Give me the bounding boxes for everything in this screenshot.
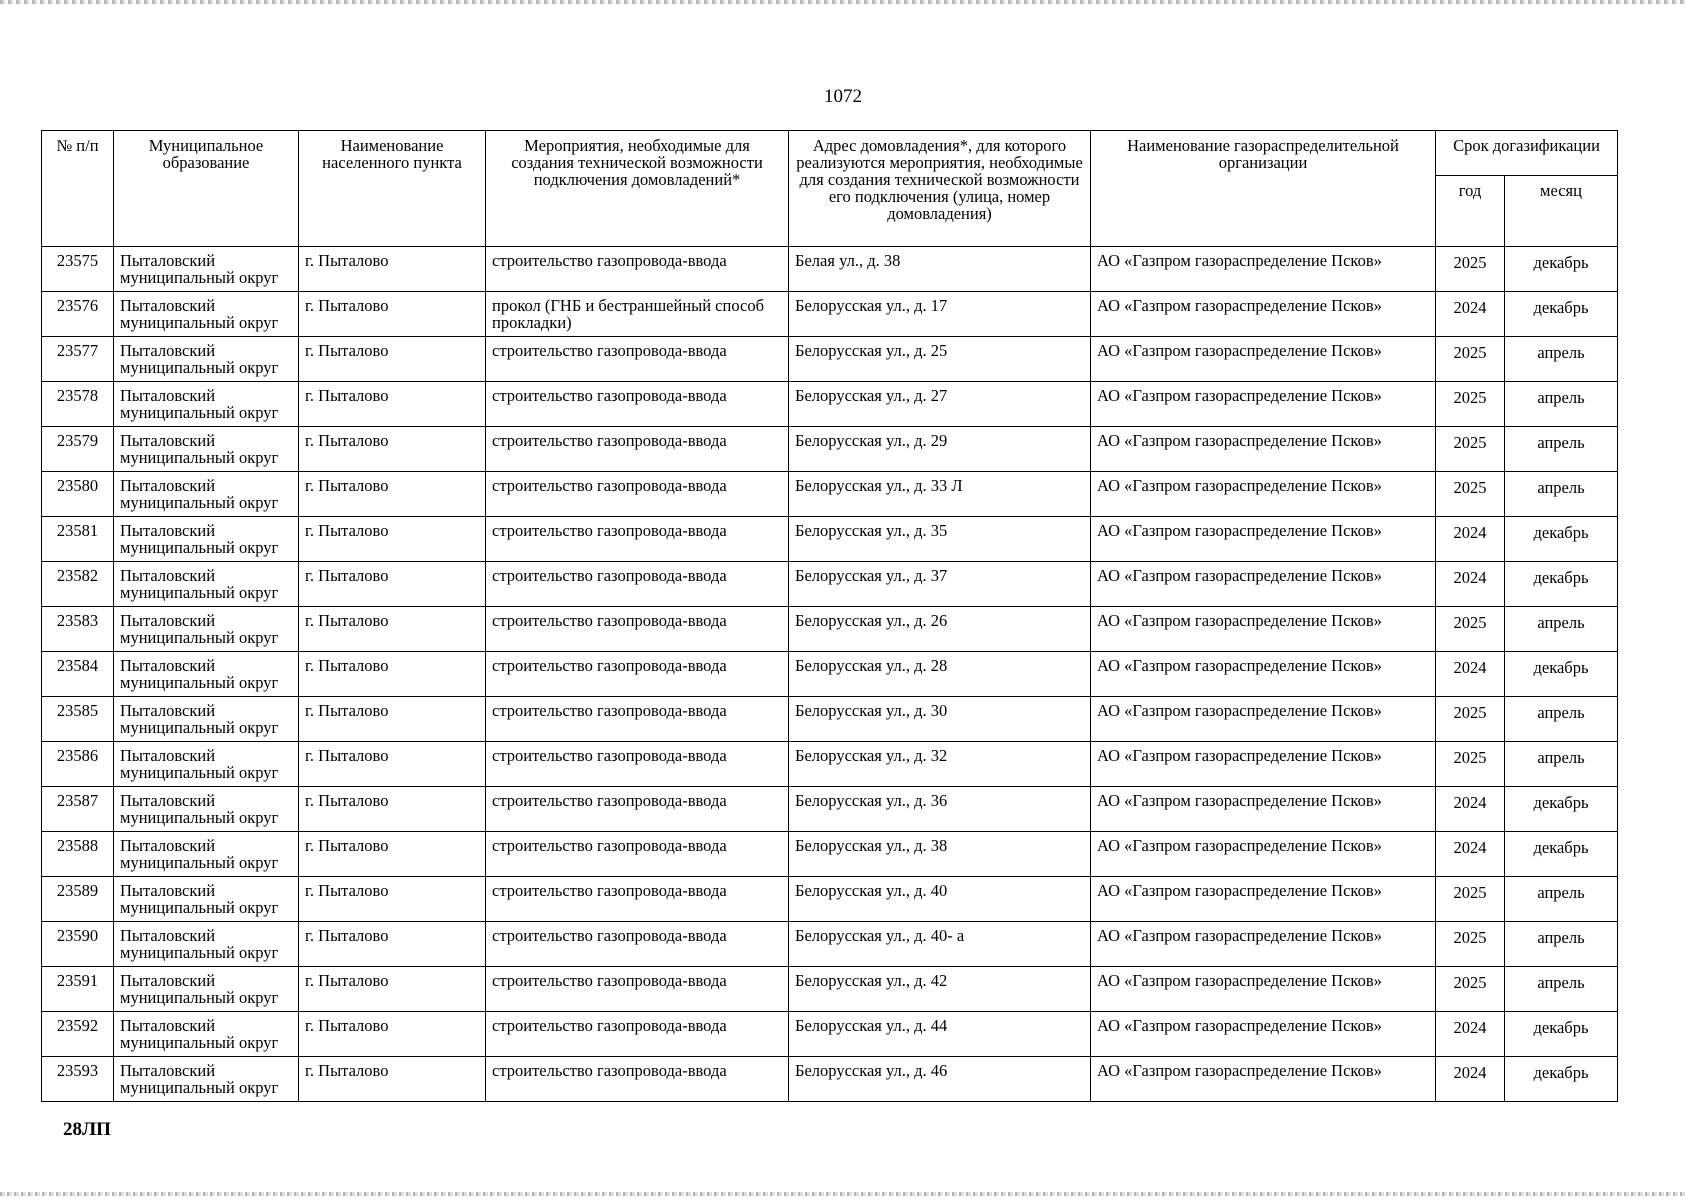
cell-num: 23585 [42, 697, 114, 742]
cell-address: Белорусская ул., д. 33 Л [789, 472, 1091, 517]
cell-settlement: г. Пыталово [299, 697, 486, 742]
cell-municipality: Пыталовский муниципальный округ [114, 697, 299, 742]
cell-address: Белорусская ул., д. 30 [789, 697, 1091, 742]
cell-month: апрель [1505, 877, 1618, 922]
cell-municipality: Пыталовский муниципальный округ [114, 742, 299, 787]
cell-organization: АО «Газпром газораспределение Псков» [1091, 922, 1436, 967]
table-row [42, 517, 1618, 562]
cell-organization: АО «Газпром газораспределение Псков» [1091, 787, 1436, 832]
cell-settlement: г. Пыталово [299, 877, 486, 922]
cell-municipality: Пыталовский муниципальный округ [114, 607, 299, 652]
cell-num: 23578 [42, 382, 114, 427]
cell-year: 2024 [1436, 1012, 1505, 1057]
cell-organization: АО «Газпром газораспределение Псков» [1091, 517, 1436, 562]
cell-month: декабрь [1505, 562, 1618, 607]
cell-num: 23588 [42, 832, 114, 877]
cell-organization: АО «Газпром газораспределение Псков» [1091, 292, 1436, 337]
table-row [42, 877, 1618, 922]
cell-year: 2025 [1436, 337, 1505, 382]
cell-num: 23582 [42, 562, 114, 607]
cell-year: 2024 [1436, 562, 1505, 607]
cell-num: 23580 [42, 472, 114, 517]
cell-month: декабрь [1505, 292, 1618, 337]
cell-municipality: Пыталовский муниципальный округ [114, 382, 299, 427]
cell-year: 2024 [1436, 787, 1505, 832]
cell-year: 2025 [1436, 922, 1505, 967]
cell-settlement: г. Пыталово [299, 1057, 486, 1102]
cell-settlement: г. Пыталово [299, 382, 486, 427]
cell-measures: строительство газопровода-ввода [486, 877, 789, 922]
cell-municipality: Пыталовский муниципальный округ [114, 922, 299, 967]
cell-month: апрель [1505, 382, 1618, 427]
cell-address: Белорусская ул., д. 35 [789, 517, 1091, 562]
cell-num: 23587 [42, 787, 114, 832]
cell-settlement: г. Пыталово [299, 652, 486, 697]
cell-year: 2024 [1436, 1057, 1505, 1102]
cell-organization: АО «Газпром газораспределение Псков» [1091, 1012, 1436, 1057]
cell-organization: АО «Газпром газораспределение Псков» [1091, 472, 1436, 517]
cell-year: 2025 [1436, 247, 1505, 292]
cell-settlement: г. Пыталово [299, 472, 486, 517]
table-row [42, 427, 1618, 472]
cell-year: 2025 [1436, 427, 1505, 472]
cell-address: Белорусская ул., д. 27 [789, 382, 1091, 427]
cell-address: Белорусская ул., д. 46 [789, 1057, 1091, 1102]
cell-year: 2024 [1436, 652, 1505, 697]
table-row [42, 607, 1618, 652]
cell-year: 2025 [1436, 697, 1505, 742]
cell-address: Белорусская ул., д. 28 [789, 652, 1091, 697]
cell-organization: АО «Газпром газораспределение Псков» [1091, 562, 1436, 607]
cell-measures: строительство газопровода-ввода [486, 787, 789, 832]
cell-address: Белорусская ул., д. 32 [789, 742, 1091, 787]
cell-municipality: Пыталовский муниципальный округ [114, 652, 299, 697]
cell-month: апрель [1505, 697, 1618, 742]
page-number: 1072 [824, 86, 862, 107]
cell-organization: АО «Газпром газораспределение Псков» [1091, 427, 1436, 472]
cell-month: декабрь [1505, 652, 1618, 697]
cell-num: 23589 [42, 877, 114, 922]
cell-num: 23590 [42, 922, 114, 967]
cell-measures: строительство газопровода-ввода [486, 517, 789, 562]
cell-address: Белорусская ул., д. 29 [789, 427, 1091, 472]
table-row [42, 562, 1618, 607]
cell-address: Белорусская ул., д. 38 [789, 832, 1091, 877]
cell-measures: строительство газопровода-ввода [486, 562, 789, 607]
cell-month: апрель [1505, 472, 1618, 517]
cell-organization: АО «Газпром газораспределение Псков» [1091, 967, 1436, 1012]
cell-year: 2024 [1436, 292, 1505, 337]
cell-measures: строительство газопровода-ввода [486, 607, 789, 652]
scan-edge-top [0, 0, 1686, 4]
cell-organization: АО «Газпром газораспределение Псков» [1091, 337, 1436, 382]
cell-municipality: Пыталовский муниципальный округ [114, 427, 299, 472]
cell-address: Белорусская ул., д. 42 [789, 967, 1091, 1012]
cell-organization: АО «Газпром газораспределение Псков» [1091, 1057, 1436, 1102]
cell-measures: строительство газопровода-ввода [486, 1012, 789, 1057]
cell-num: 23576 [42, 292, 114, 337]
cell-address: Белорусская ул., д. 37 [789, 562, 1091, 607]
header-year: год [1436, 176, 1505, 247]
table-row [42, 337, 1618, 382]
cell-settlement: г. Пыталово [299, 1012, 486, 1057]
cell-num: 23577 [42, 337, 114, 382]
cell-municipality: Пыталовский муниципальный округ [114, 337, 299, 382]
table-row [42, 697, 1618, 742]
cell-year: 2025 [1436, 877, 1505, 922]
header-address: Адрес домовладения*, для которого реализуются мероприятия, необходимые для создания технической возможности его подключения (улица, номер домовладения) [789, 131, 1091, 247]
table-header [42, 131, 1618, 247]
header-settlement: Наименование населенного пункта [299, 131, 486, 247]
cell-organization: АО «Газпром газораспределение Псков» [1091, 247, 1436, 292]
cell-settlement: г. Пыталово [299, 607, 486, 652]
cell-month: декабрь [1505, 787, 1618, 832]
cell-num: 23591 [42, 967, 114, 1012]
cell-organization: АО «Газпром газораспределение Псков» [1091, 832, 1436, 877]
cell-month: декабрь [1505, 832, 1618, 877]
cell-num: 23575 [42, 247, 114, 292]
cell-municipality: Пыталовский муниципальный округ [114, 967, 299, 1012]
cell-municipality: Пыталовский муниципальный округ [114, 517, 299, 562]
cell-organization: АО «Газпром газораспределение Псков» [1091, 877, 1436, 922]
cell-address: Белорусская ул., д. 44 [789, 1012, 1091, 1057]
cell-address: Белорусская ул., д. 26 [789, 607, 1091, 652]
table-row [42, 292, 1618, 337]
table-row [42, 1057, 1618, 1102]
cell-month: апрель [1505, 337, 1618, 382]
cell-measures: строительство газопровода-ввода [486, 652, 789, 697]
cell-year: 2024 [1436, 832, 1505, 877]
cell-settlement: г. Пыталово [299, 292, 486, 337]
cell-month: апрель [1505, 607, 1618, 652]
cell-municipality: Пыталовский муниципальный округ [114, 832, 299, 877]
cell-month: апрель [1505, 967, 1618, 1012]
cell-municipality: Пыталовский муниципальный округ [114, 292, 299, 337]
cell-organization: АО «Газпром газораспределение Псков» [1091, 742, 1436, 787]
cell-address: Белорусская ул., д. 17 [789, 292, 1091, 337]
cell-month: декабрь [1505, 247, 1618, 292]
header-deadline: Срок догазификации [1436, 131, 1618, 176]
cell-year: 2025 [1436, 472, 1505, 517]
cell-organization: АО «Газпром газораспределение Псков» [1091, 652, 1436, 697]
table-row [42, 247, 1618, 292]
gasification-table [41, 130, 1618, 1102]
cell-num: 23579 [42, 427, 114, 472]
cell-settlement: г. Пыталово [299, 787, 486, 832]
table-row [42, 742, 1618, 787]
table-row [42, 1012, 1618, 1057]
cell-municipality: Пыталовский муниципальный округ [114, 877, 299, 922]
cell-measures: строительство газопровода-ввода [486, 337, 789, 382]
cell-month: декабрь [1505, 1057, 1618, 1102]
header-organization: Наименование газораспределительной организации [1091, 131, 1436, 247]
cell-settlement: г. Пыталово [299, 517, 486, 562]
table-body [42, 247, 1618, 1102]
cell-organization: АО «Газпром газораспределение Псков» [1091, 697, 1436, 742]
cell-settlement: г. Пыталово [299, 562, 486, 607]
cell-measures: строительство газопровода-ввода [486, 742, 789, 787]
cell-municipality: Пыталовский муниципальный округ [114, 1012, 299, 1057]
cell-measures: строительство газопровода-ввода [486, 247, 789, 292]
cell-address: Белорусская ул., д. 36 [789, 787, 1091, 832]
cell-settlement: г. Пыталово [299, 247, 486, 292]
table-row [42, 832, 1618, 877]
table-row [42, 967, 1618, 1012]
cell-measures: строительство газопровода-ввода [486, 427, 789, 472]
cell-year: 2024 [1436, 517, 1505, 562]
header-month: месяц [1505, 176, 1618, 247]
cell-measures: прокол (ГНБ и бестраншейный способ прокладки) [486, 292, 789, 337]
cell-organization: АО «Газпром газораспределение Псков» [1091, 382, 1436, 427]
cell-address: Белорусская ул., д. 25 [789, 337, 1091, 382]
cell-month: декабрь [1505, 517, 1618, 562]
cell-num: 23592 [42, 1012, 114, 1057]
cell-municipality: Пыталовский муниципальный округ [114, 787, 299, 832]
cell-municipality: Пыталовский муниципальный округ [114, 1057, 299, 1102]
cell-measures: строительство газопровода-ввода [486, 967, 789, 1012]
cell-settlement: г. Пыталово [299, 922, 486, 967]
cell-measures: строительство газопровода-ввода [486, 472, 789, 517]
cell-organization: АО «Газпром газораспределение Псков» [1091, 607, 1436, 652]
footer-code: 28ЛП [63, 1119, 111, 1140]
cell-settlement: г. Пыталово [299, 337, 486, 382]
cell-month: апрель [1505, 427, 1618, 472]
cell-address: Белорусская ул., д. 40 [789, 877, 1091, 922]
cell-municipality: Пыталовский муниципальный округ [114, 247, 299, 292]
cell-month: апрель [1505, 922, 1618, 967]
cell-month: декабрь [1505, 1012, 1618, 1057]
cell-year: 2025 [1436, 607, 1505, 652]
cell-measures: строительство газопровода-ввода [486, 382, 789, 427]
cell-settlement: г. Пыталово [299, 742, 486, 787]
cell-municipality: Пыталовский муниципальный округ [114, 562, 299, 607]
cell-num: 23586 [42, 742, 114, 787]
header-num: № п/п [42, 131, 114, 247]
header-measures: Мероприятия, необходимые для создания технической возможности подключения домовладений* [486, 131, 789, 247]
cell-measures: строительство газопровода-ввода [486, 922, 789, 967]
cell-num: 23583 [42, 607, 114, 652]
cell-settlement: г. Пыталово [299, 427, 486, 472]
cell-address: Белорусская ул., д. 40- а [789, 922, 1091, 967]
cell-year: 2025 [1436, 382, 1505, 427]
header-row-top [42, 131, 1618, 176]
cell-measures: строительство газопровода-ввода [486, 832, 789, 877]
table-row [42, 787, 1618, 832]
header-municipality: Муниципальное образование [114, 131, 299, 247]
table-row [42, 652, 1618, 697]
cell-settlement: г. Пыталово [299, 967, 486, 1012]
cell-measures: строительство газопровода-ввода [486, 697, 789, 742]
table-row [42, 922, 1618, 967]
cell-num: 23593 [42, 1057, 114, 1102]
cell-address: Белая ул., д. 38 [789, 247, 1091, 292]
table-row [42, 472, 1618, 517]
cell-settlement: г. Пыталово [299, 832, 486, 877]
cell-year: 2025 [1436, 742, 1505, 787]
cell-measures: строительство газопровода-ввода [486, 1057, 789, 1102]
cell-num: 23584 [42, 652, 114, 697]
cell-year: 2025 [1436, 967, 1505, 1012]
cell-num: 23581 [42, 517, 114, 562]
cell-municipality: Пыталовский муниципальный округ [114, 472, 299, 517]
scan-edge-bottom [0, 1192, 1686, 1196]
cell-month: апрель [1505, 742, 1618, 787]
table-row [42, 382, 1618, 427]
